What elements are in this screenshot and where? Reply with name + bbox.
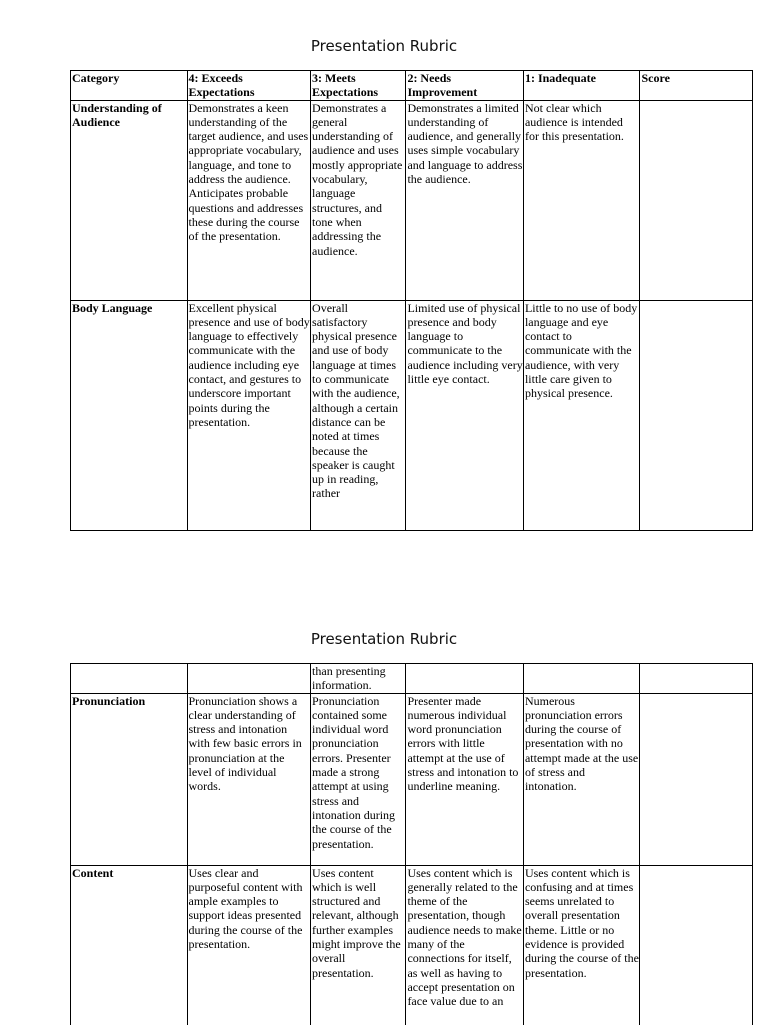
header-score: Score (640, 71, 753, 101)
inadequate-cell: Numerous pronunciation errors during the course of presentation with no attempt made at the use of stress and intonation. (523, 693, 640, 865)
inadequate-cell: Not clear which audience is intended for this presentation. (523, 100, 640, 300)
category-cell: Content (71, 865, 188, 1025)
exceeds-cell: Uses clear and purposeful content with ample examples to support ideas presented during the course of the presentation. (187, 865, 311, 1025)
header-row (71, 71, 753, 101)
score-cell[interactable] (640, 300, 753, 530)
meets-cell: Overall satisfactory physical presence and use of body language at times to communicate with the audience, although a certain distance can be noted at times because the speaker is caught up in reading, rather (311, 300, 406, 530)
category-cell: Body Language (71, 300, 188, 530)
score-cell[interactable] (640, 664, 753, 694)
score-cell[interactable] (640, 865, 753, 1025)
meets-cell: Demonstrates a general understanding of audience and uses mostly appropriate vocabulary, language structures, and tone when addressing the audience. (311, 100, 406, 300)
category-cell: Pronunciation (71, 693, 188, 865)
exceeds-cell: Pronunciation shows a clear understanding of stress and intonation with few basic errors in pronunciation at the level of individual words. (187, 693, 311, 865)
table-row (71, 865, 753, 1025)
header-needs-improvement: 2: Needs Improvement (406, 71, 524, 101)
inadequate-cell (523, 664, 640, 694)
inadequate-cell: Little to no use of body language and eye contact to communicate with the audience, with very little care given to physical presence. (523, 300, 640, 530)
inadequate-cell: Uses content which is confusing and at times seems unrelated to overall presentation theme. Little or no evidence is provided during the course of the presentation. (523, 865, 640, 1025)
needs-improvement-cell: Presenter made numerous individual word pronunciation errors with little attempt at the use of stress and intonation to underline meaning. (406, 693, 524, 865)
category-cell (71, 664, 188, 694)
category-cell: Understanding of Audience (71, 100, 188, 300)
header-inadequate: 1: Inadequate (523, 71, 640, 101)
score-cell[interactable] (640, 693, 753, 865)
header-meets: 3: Meets Expectations (311, 71, 406, 101)
exceeds-cell: Excellent physical presence and use of body language to effectively communicate with the audience including eye contact, and gestures to underscore important points during the presentation. (187, 300, 311, 530)
page-title: Presentation Rubric (310, 37, 458, 55)
rubric-table (70, 70, 753, 531)
meets-cell: Pronunciation contained some individual word pronunciation errors. Presenter made a strong attempt at using stress and intonation during the course of the presentation. (311, 693, 406, 865)
needs-improvement-cell: Demonstrates a limited understanding of audience, and generally uses simple vocabulary and language to address the audience. (406, 100, 524, 300)
needs-improvement-cell: Limited use of physical presence and body language to communicate to the audience including very little eye contact. (406, 300, 524, 530)
needs-improvement-cell: Uses content which is generally related to the theme of the presentation, though audience needs to make many of the connections for itself, as well as having to accept presentation on face value due to an (406, 865, 524, 1025)
needs-improvement-cell (406, 664, 524, 694)
header-exceeds: 4: Exceeds Expectations (187, 71, 311, 101)
table-row (71, 693, 753, 865)
exceeds-cell: Demonstrates a keen understanding of the target audience, and uses appropriate vocabulary, language, and tone to address the audience. Anticipates probable questions and addresses these during the course of the presentation. (187, 100, 311, 300)
header-category: Category (71, 71, 188, 101)
meets-cell: than presenting information. (311, 664, 406, 694)
table-row (71, 300, 753, 530)
score-cell[interactable] (640, 100, 753, 300)
exceeds-cell (187, 664, 311, 694)
meets-cell: Uses content which is well structured and relevant, although further examples might improve the overall presentation. (311, 865, 406, 1025)
rubric-table (70, 663, 753, 1025)
page-title: Presentation Rubric (310, 630, 458, 648)
continuation-row (71, 664, 753, 694)
table-row (71, 100, 753, 300)
